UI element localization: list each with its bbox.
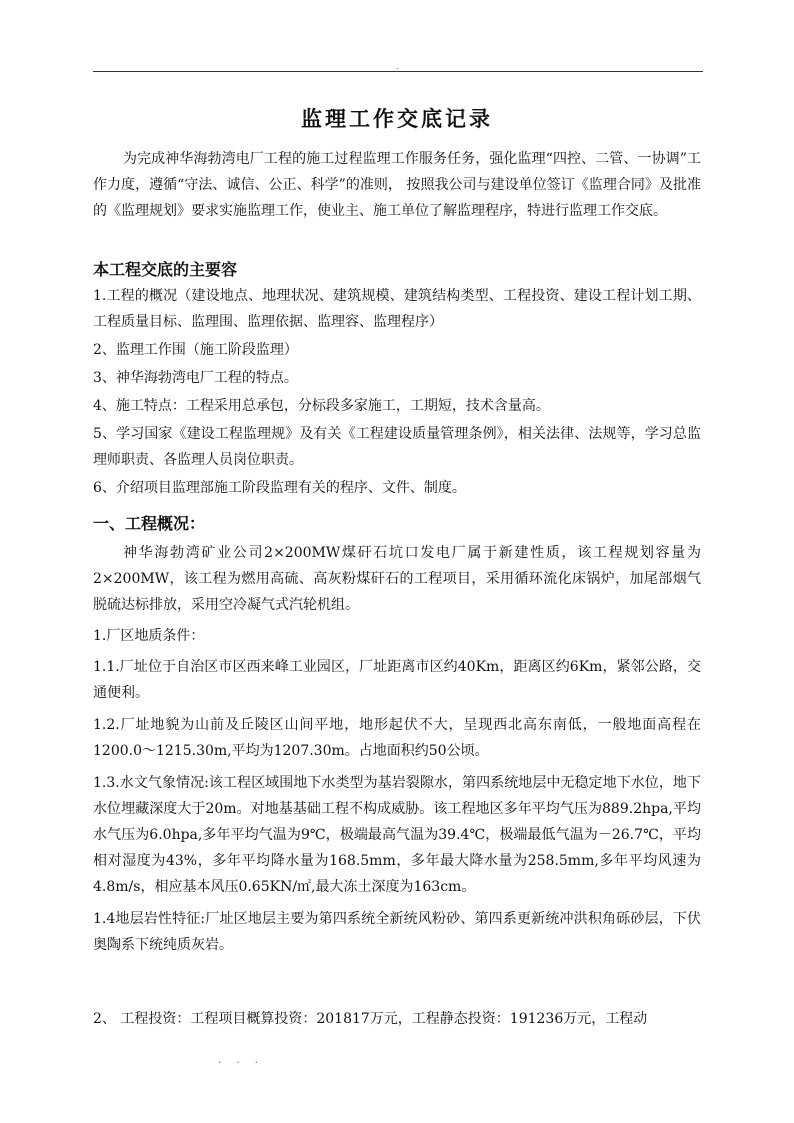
page-title: 监理工作交底记录 bbox=[301, 106, 493, 131]
header-dot: . bbox=[396, 62, 399, 71]
main-contents-list bbox=[93, 282, 701, 502]
geology-list bbox=[93, 654, 701, 964]
list-item: 2、监理工作围（施工阶段监理） bbox=[93, 342, 298, 358]
list-item: 3、神华海勃湾电厂工程的特点。 bbox=[93, 370, 298, 386]
list-item: 1.工程的概况（建设地点、地理状况、建筑规模、建筑结构类型、工程投资、建设工程计划工期、工程质量目标、监理围、监理依据、监理容、监理程序） bbox=[93, 288, 701, 330]
header-rule bbox=[93, 71, 703, 72]
list-item: 1.2.厂址地貌为山前及丘陵区山间平地，地形起伏不大，呈现西北高东南低，一般地面高程在1200.0～1215.30m,平均为1207.30m。占地面积约50公顷。 bbox=[93, 717, 701, 759]
footer-dots: . . . bbox=[218, 1055, 264, 1066]
geology-label: 1.厂区地质条件： bbox=[93, 628, 205, 644]
overview-paragraph: 神华海勃湾矿业公司2×200MW煤矸石坑口发电厂属于新建性质，该工程规划容量为2×200MW，该工程为燃用高硫、高灰粉煤矸石的工程项目，采用循环流化床锅炉，加尾部烟气脱硫达标排放，采用空冷凝气式汽轮机组。 bbox=[93, 545, 701, 613]
intro-paragraph: 为完成神华海勃湾电厂工程的施工过程监理工作服务任务，强化监理“四控、二管、一协调”工作力度，遵循“守法、诚信、公正、科学”的准则， 按照我公司与建设单位签订《监理合同》及批准的《监理规划》要求实施监理工作，使业主、施工单位了解监理程序，特进行监理工作交底。 bbox=[93, 151, 701, 219]
investment-paragraph: 2、 工程投资：工程项目概算投资：201817万元，工程静态投资：191236万元，工程动 bbox=[93, 1011, 648, 1027]
overview-heading: 一、工程概况： bbox=[93, 514, 206, 533]
list-item: 5、学习国家《建设工程监理规》及有关《工程建设质量管理条例》，相关法律、法规等，学习总监理师职责、各监理人员岗位职责。 bbox=[93, 426, 701, 468]
list-item: 4、施工特点：工程采用总承包，分标段多家施工，工期短，技术含量高。 bbox=[93, 398, 550, 414]
list-item: 6、介绍项目监理部施工阶段监理有关的程序、文件、制度。 bbox=[93, 480, 466, 496]
list-item: 1.4地层岩性特征:厂址区地层主要为第四系统全新统风粉砂、第四系更新统冲洪积角砾砂层，下伏奥陶系下统纯质灰岩。 bbox=[93, 911, 701, 953]
list-item: 1.1.厂址位于自治区市区西来峰工业园区，厂址距离市区约40Km，距离区约6Km，紧邻公路，交通便利。 bbox=[93, 659, 701, 701]
main-contents-heading: 本工程交底的主要容 bbox=[93, 260, 238, 279]
list-item: 1.3.水文气象情况:该工程区域围地下水类型为基岩裂隙水，第四系统地层中无稳定地下水位，地下水位埋藏深度大于20m。对地基基础工程不构成威胁。该工程地区多年平均气压为889.2hpa,平均水气压为6.0hpa,多年平均气温为9℃，极端最高气温为39.4℃，极端最低气温为－26.7℃，平均相对湿度为43%，多年平均降水量为168.5mm，多年最大降水量为258.5mm,多年平均风速为4.8m/s，相应基本风压0.65KN/㎡,最大冻土深度为163cm。 bbox=[93, 775, 701, 895]
